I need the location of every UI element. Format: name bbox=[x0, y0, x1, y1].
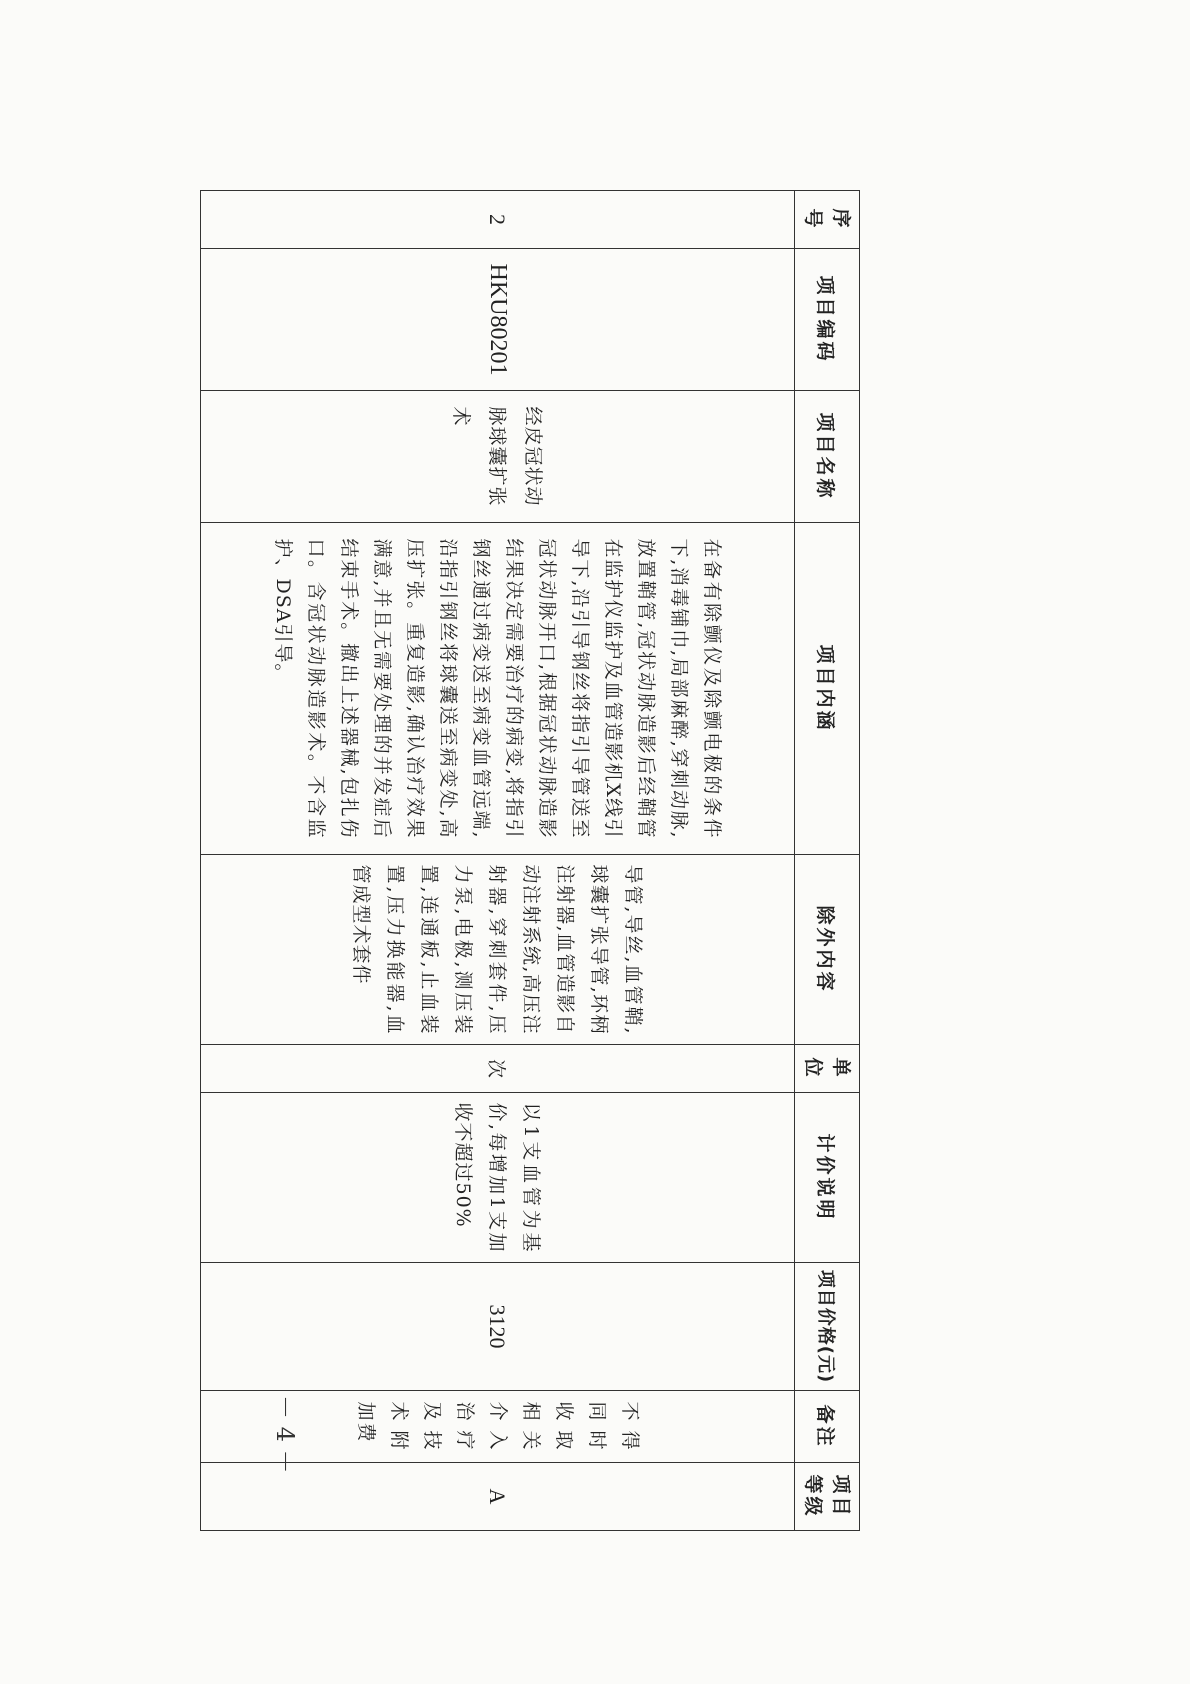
header-unit-line1: 单 bbox=[830, 1057, 852, 1080]
remark-value: 不得同时收取相关介入治疗及技术附加费 bbox=[355, 1401, 641, 1452]
cell-exclude bbox=[201, 855, 795, 1045]
header-seq-line2: 号 bbox=[802, 208, 824, 231]
header-code: 项目编码 bbox=[795, 249, 860, 391]
fee-schedule-table-rotated bbox=[200, 190, 860, 1530]
header-seq-line1: 序 bbox=[830, 208, 852, 231]
header-seq bbox=[795, 191, 860, 249]
cell-code bbox=[201, 249, 795, 391]
cell-seq: 2 bbox=[201, 191, 795, 249]
header-pricing: 计价说明 bbox=[795, 1093, 860, 1263]
page-number: － 4 － bbox=[271, 1395, 299, 1474]
header-grade-line1: 项目 bbox=[830, 1474, 852, 1519]
header-exclude: 除外内容 bbox=[795, 855, 860, 1045]
header-grade-line2: 等级 bbox=[802, 1474, 824, 1519]
price-value: 3120 bbox=[485, 1304, 511, 1349]
content-value: 在备有除颤仪及除颤电极的条件下,消毒铺巾,局部麻醉,穿刺动脉,放置鞘管,冠状动脉造影后经鞘管在监护仪监护及血管造影机X线引导下,沿引导钢丝将指引导管送至冠状动脉开口,根据冠状动脉造影结果决定需要治疗的病变,将指引钢丝通过病变送至病变血管远端,沿指引钢丝将球囊送至病变处,高压扩张。重复造影,确认治疗效果满意,并且无需要处理的并发症后结束手术。撤出上述器械,包扎伤口。含冠状动脉造影术。不含监护、DSA引导。 bbox=[272, 538, 724, 839]
header-content: 项目内涵 bbox=[795, 523, 860, 855]
header-unit-line2: 位 bbox=[802, 1057, 824, 1080]
name-value: 经皮冠状动脉球囊扩张术 bbox=[450, 406, 545, 507]
pricing-value: 以1支血管为基价,每增加1支加收不超过50% bbox=[452, 1102, 543, 1253]
header-row bbox=[795, 191, 860, 1531]
cell-content bbox=[201, 523, 795, 855]
header-grade bbox=[795, 1463, 860, 1531]
cell-pricing bbox=[201, 1093, 795, 1263]
grade-value: A bbox=[485, 1488, 511, 1505]
table-row bbox=[201, 191, 795, 1531]
cell-name bbox=[201, 391, 795, 523]
cell-price bbox=[201, 1263, 795, 1391]
header-name: 项目名称 bbox=[795, 391, 860, 523]
exclude-value: 导管,导丝,血管鞘,球囊扩张导管,环柄注射器,血管造影自动注射系统,高压注射器,穿刺套件,压力泵,电极,测压装置,连通板,止血装置,压力换能器,血管成型术套件 bbox=[350, 864, 645, 1035]
cell-unit: 次 bbox=[201, 1045, 795, 1093]
header-remark: 备注 bbox=[795, 1391, 860, 1463]
header-unit bbox=[795, 1045, 860, 1093]
code-value: HKU80201 bbox=[485, 263, 511, 376]
fee-schedule-table bbox=[200, 190, 860, 1531]
header-price: 项目价格(元) bbox=[795, 1263, 860, 1391]
